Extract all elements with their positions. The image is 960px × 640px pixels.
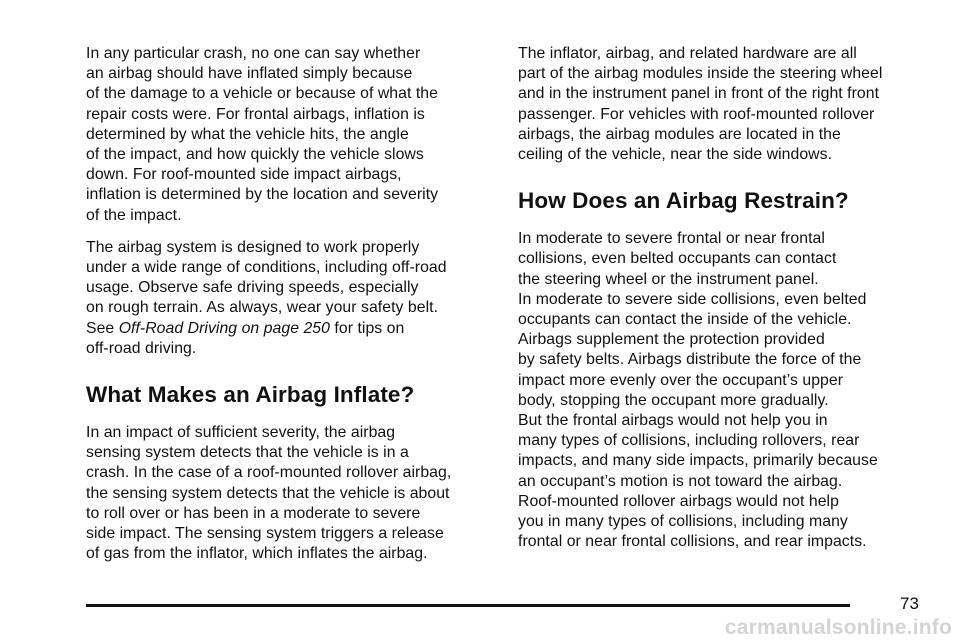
cross-reference-link[interactable]: Off-Road Driving on page 250 [118,319,330,337]
text-line: under a wide range of conditions, including off-road [86,259,447,277]
text-line: by safety belts. Airbags distribute the force of the [518,351,862,369]
text-line: determined by what the vehicle hits, the angle [86,125,409,143]
text-line: side impact. The sensing system triggers a release [86,525,444,543]
text-line: of the impact, and how quickly the vehicle slows [86,146,424,164]
see-reference-line [86,319,494,339]
text-line: on rough terrain. As always, wear your safety belt. [86,299,439,317]
text-line: part of the airbag modules inside the steering wheel [518,65,883,83]
text-line: an airbag should have inflated simply because [86,65,413,83]
text-line: and in the instrument panel in front of the right front [518,85,880,103]
text-line: to roll over or has been in a moderate to severe [86,504,421,522]
text-line: airbags, the airbag modules are located in the [518,125,841,143]
text-line: an occupant’s motion is not toward the airbag. [518,472,843,490]
text-line: body, stopping the occupant more gradually. [518,391,829,409]
text-line: Airbags supplement the protection provided [518,331,825,349]
paragraph-impact-sensing [86,423,494,564]
footer-rule [86,604,850,607]
section-heading-inflate: What Makes an Airbag Inflate? [86,382,415,408]
text-line: passenger. For vehicles with roof-mounted rollover [518,105,875,123]
paragraph-airbag-modules [518,44,928,165]
text-line: frontal or near frontal collisions, and rear impacts. [518,533,867,551]
text-line: The airbag system is designed to work properly [86,238,420,256]
text-line: occupants can contact the inside of the vehicle. [518,311,852,329]
text-line: The inflator, airbag, and related hardware are all [518,45,857,62]
right-column [518,44,928,564]
paragraph-restraint [518,229,928,552]
left-column [86,44,494,576]
text-line: crash. In the case of a roof-mounted rollover airbag, [86,464,452,482]
text-line: Roof-mounted rollover airbags would not help [518,492,839,510]
text-line: of gas from the inflator, which inflates the airbag. [86,545,428,563]
text-line: the steering wheel or the instrument panel. [518,270,819,288]
text-line: But the frontal airbags would not help you in [518,412,828,430]
text-line: In any particular crash, no one can say whether [86,45,421,62]
text-line: of the impact. [86,206,182,224]
page-number: 73 [900,594,919,613]
text-line: the sensing system detects that the vehicle is about [86,484,450,502]
text-line: usage. Observe safe driving speeds, especially [86,279,419,297]
text-line: In moderate to severe side collisions, even belted [518,290,867,308]
text-line: you in many types of collisions, including many [518,513,848,531]
section-heading-restrain: How Does an Airbag Restrain? [518,188,849,214]
watermark: carmanualsonline.info [724,616,952,639]
text-line: off-road driving. [86,339,197,357]
text-line: inflation is determined by the location and severity [86,186,439,204]
see-prefix: See [86,319,119,337]
text-line: many types of collisions, including rollovers, rear [518,432,860,450]
text-line: repair costs were. For frontal airbags, inflation is [86,105,425,123]
text-line: In moderate to severe frontal or near frontal [518,230,825,248]
paragraph-system-design [86,238,494,359]
text-line: impacts, and many side impacts, primarily because [518,452,878,470]
paragraph-crash-inflation [86,44,494,226]
text-line: ceiling of the vehicle, near the side windows. [518,146,833,164]
text-line: down. For roof-mounted side impact airbags, [86,166,402,184]
text-line: sensing system detects that the vehicle is in a [86,444,409,462]
see-suffix: for tips on [329,319,405,337]
text-line: impact more evenly over the occupant’s upper [518,371,844,389]
text-line: of the damage to a vehicle or because of what the [86,85,438,103]
text-line: In an impact of sufficient severity, the airbag [86,424,396,442]
text-line: collisions, even belted occupants can contact [518,250,837,268]
